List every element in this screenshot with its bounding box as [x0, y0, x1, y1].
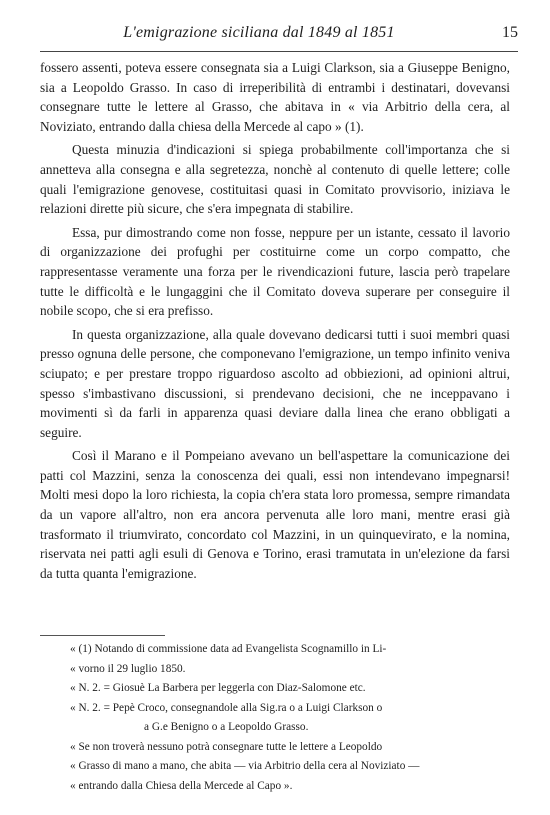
- footnote-line: « Grasso di mano a mano, che abita — via Arbitrio della cera al Noviziato —: [70, 760, 420, 772]
- footnote-line: « (1) Notando di commissione data ad Evangelista Scognamillo in Li-: [70, 643, 387, 655]
- footnote-line: « N. 2. = Pepè Croco, consegnandole alla Sig.ra o a Luigi Clarkson o: [70, 701, 383, 714]
- footnotes: [40, 640, 510, 796]
- paragraph: Questa minuzia d'indicazioni si spiega probabilmente coll'importanza che si annetteva alla consegna e alla segretezza, nonchè al contenuto di quelle lettere; colle quali l'emigrazione genovese, costituitasi quasi in Comitato provvisorio, iniziava le relazioni dirette più sicure, che s'era impegnata di stabilire.: [40, 142, 510, 217]
- footnote-line: a G.e Benigno o a Leopoldo Grasso.: [144, 721, 309, 733]
- paragraph: Così il Marano e il Pompeiano avevano un bell'aspettare la comunicazione dei patti col Mazzini, senza la conoscenza dei quali, essi non intendevano impegnarsi! Molti mesi dopo la loro richiesta, la copia ch'era stata loro promessa, sempre rimandata da un vapore all'altro, non era ancora pervenuta alle loro mani, mentre erasi già trasformato il triumvirato, concordato col Mazzini, in un quinquevirato, e la nomina, riservata nei patti agli esuli di Genova e Torino, erasi tramutata in un'elezione da farsi da tutta quanta l'emigrazione.: [40, 448, 510, 581]
- footnote-line: « entrando dalla Chiesa della Mercede al Capo ».: [70, 779, 293, 792]
- paragraph: Essa, pur dimostrando come non fosse, neppure per un istante, cessato il lavorio di organizzazione dei profughi per costituirne come un corpo compatto, che rappresentasse veramente una forza per le rivendicazioni future, lascia però trapelare tutte le difficoltà e le lungaggini che il Comitato doveva superare per conseguire il nobile scopo, che si era prefisso.: [40, 224, 510, 319]
- footnote-rule: [40, 635, 165, 636]
- footnote-line: « vorno il 29 luglio 1850.: [70, 662, 186, 675]
- header-rule: [40, 51, 518, 52]
- paragraph: fossero assenti, poteva essere consegnata sia a Luigi Clarkson, sia a Giuseppe Benigno, sia a Leopoldo Grasso. In caso di irreperibilità di entrambi i destinatari, dovevansi consegnare tutte le lettere al Grasso, che abitava in « via Arbitrio della cera, al Noviziato, entrando dalla chiesa della Mercede al capo » (1).: [40, 60, 510, 134]
- page-number: 15: [502, 24, 518, 41]
- paragraph: In questa organizzazione, alla quale dovevano dedicarsi tutti i suoi membri quasi presso ognuna delle persone, che componevano l'emigrazione, un tempo infinito veniva sciupato; e per prestare troppo riguardoso ascolto ad obbiezioni, ad opinioni altrui, spesso s'imbastivano discussioni, si prendevano decisioni, che ne inceppavano i movimenti sì da farli in apparenza quasi deviare dalla linea che erano obbligati a seguire.: [40, 326, 510, 440]
- footnote-line: « Se non troverà nessuno potrà consegnare tutte le lettere a Leopoldo: [70, 740, 383, 753]
- running-title: L'emigrazione siciliana dal 1849 al 1851: [123, 24, 395, 41]
- footnote-line: « N. 2. = Giosuè La Barbera per leggerla con Diaz-Salomone etc.: [70, 682, 366, 694]
- page-header: [40, 24, 518, 50]
- body-text: [40, 58, 510, 583]
